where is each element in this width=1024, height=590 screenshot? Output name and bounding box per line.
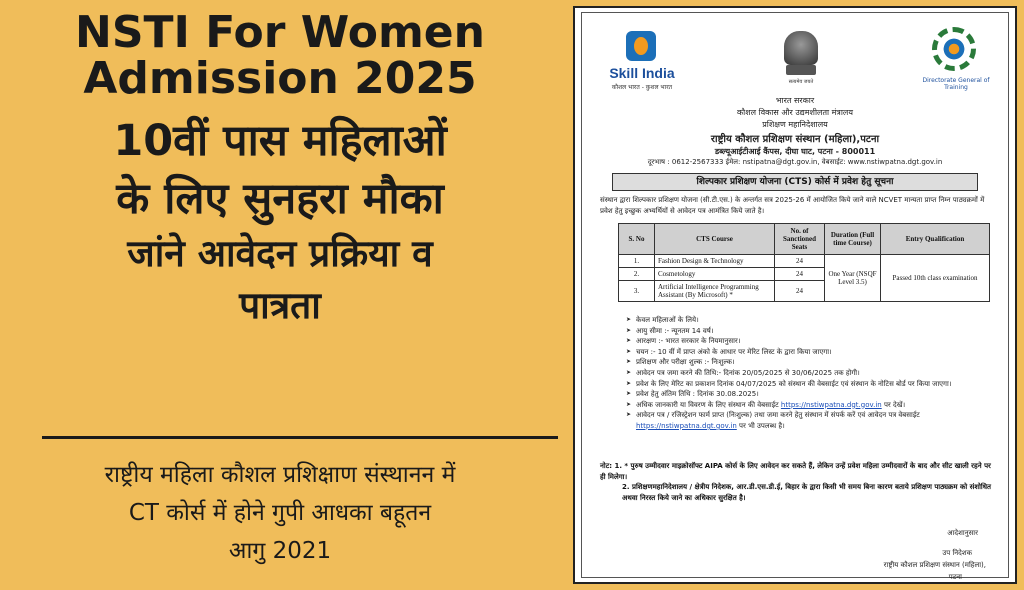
cell-course: Artificial Intelligence Programming Assistant (By Microsoft) * [655, 281, 775, 302]
note-2: 2. प्रशिक्षणमहानिदेशालय / क्षेत्रीय निदेशक, आर.डी.एस.डी.ई, बिहार के द्वारा किसी भी समय बिना कारण बताये प्रशिक्षण पाठ्यक्रम को संशोधित अथवा निरस्त किये जाने का अधिकार सुरक्षित है। [622, 483, 992, 502]
promo-footer [10, 456, 550, 570]
emblem-base [786, 65, 816, 75]
skill-india-logo [602, 31, 682, 91]
dgt-logo [918, 27, 994, 93]
promo-process-line2: पात्रता [239, 284, 321, 327]
emblem-caption: सत्यमेव जयते [788, 79, 814, 85]
column-header: Duration (Full time Course) [825, 224, 881, 255]
document-border [581, 12, 1009, 581]
cell-course: Fashion Design & Technology [655, 255, 775, 268]
notes-section [600, 461, 994, 503]
list-item-website [626, 400, 996, 411]
cell-seats: 24 [775, 281, 825, 302]
lion-capital-icon [784, 31, 818, 65]
cell-sno: 2. [619, 268, 655, 281]
table-row [619, 255, 990, 268]
signature-title: उप निदेशक [942, 549, 972, 557]
list-item: ➤ आरक्षण :- भारत सरकार के नियमानुसार। [626, 336, 996, 347]
promo-footer-line2: CT कोर्स में होने गुपी आधका बहूतन [128, 500, 432, 526]
list-item: ➤ प्रवेश के लिए मेरिट का प्रकाशन दिनांक 04/07/2025 को संस्थान की वेबसाईट एवं संस्थान के नोटिस बोर्ड पर किया जाएगा। [626, 379, 996, 390]
header-directorate: प्रशिक्षण महानिदेशालय [762, 120, 828, 129]
header-address: डब्ल्यूआईटीआई कैंपस, दीघा घाट, पटना - 800011 [714, 147, 876, 156]
skill-india-icon [626, 31, 656, 61]
cell-sno: 3. [619, 281, 655, 302]
promo-title-line2: Admission 2025 [83, 53, 477, 104]
promo-title [0, 7, 560, 104]
form-text-pre: आवेदन पत्र / रजिस्ट्रेशन फार्म प्राप्त (निःशुल्क) तथा जमा करने हेतु संस्थान में संपर्क करें एवं आवेदन पत्र वेबसाईट [636, 411, 920, 420]
signature-order: आदेशानुसार [947, 529, 978, 537]
promo-tagline-line1: 10वीं पास महिलाओं [113, 116, 447, 166]
list-item: ➤ प्रशिक्षण और परीक्षा शुल्क :- निःशुल्क। [626, 357, 996, 368]
list-item: ➤ आवेदन पत्र जमा करने की तिथि:- दिनांक 20/05/2025 से 30/06/2025 तक होगी। [626, 368, 996, 379]
course-table [618, 223, 990, 302]
promo-footer-line3: आगु 2021 [228, 538, 332, 564]
list-item: ➤ प्रवेश हेतु अंतिम तिथि : दिनांक 30.08.2025। [626, 389, 996, 400]
notice-banner: शिल्पकार प्रशिक्षण योजना (CTS) कोर्स में प्रवेश हेतु सूचना [612, 173, 978, 191]
signature-org: राष्ट्रीय कौशल प्रशिक्षण संस्थान (महिला), [883, 561, 986, 569]
note-1: नोट: 1. * पुरुष उम्मीदवार माइक्रोसॉफ्ट AIPA कोर्स के लिए आवेदन कर सकते हैं, लेकिन उन्हें प्रवेश महिला उम्मीदवारों के बाद और सीट खाली रहने पर ही मिलेगा। [600, 462, 991, 481]
list-item: ➤ आयु सीमा :- न्यूनतम 14 वर्ष। [626, 326, 996, 337]
header-government: भारत सरकार [775, 96, 815, 105]
form-text-post: पर भी उपलब्ध है। [736, 421, 785, 430]
cell-seats: 24 [775, 255, 825, 268]
dgt-label: Directorate General of Training [922, 77, 990, 91]
promo-process [0, 228, 560, 332]
column-header: S. No [619, 224, 655, 255]
promo-footer-line1: राष्ट्रीय महिला कौशल प्रशिक्षाण संस्थानन में [104, 462, 456, 488]
promo-tagline-line2: के लिए सुनहरा मौका [116, 174, 444, 224]
national-emblem [776, 25, 826, 91]
dgt-emblem-icon [942, 37, 966, 61]
header-ministry: कौशल विकास और उद्यमशीलता मंत्रालय [737, 108, 853, 117]
cell-sno: 1. [619, 255, 655, 268]
cell-course: Cosmetology [655, 268, 775, 281]
cell-seats: 24 [775, 268, 825, 281]
list-item-form [626, 410, 996, 431]
form-website-link[interactable]: https://nstiwpatna.dgt.gov.in [636, 421, 737, 430]
list-item: ➤ चयन :- 10 वीं में प्राप्त अंको के आधार पर मेरिट लिस्ट के द्वारा किया जाएगा। [626, 347, 996, 358]
signature-city: पटना [948, 573, 962, 581]
header-institute: राष्ट्रीय कौशल प्रशिक्षण संस्थान (महिला),पटना [710, 134, 880, 145]
promo-tagline [0, 112, 560, 228]
promo-divider [42, 436, 558, 439]
column-header: Entry Qualification [881, 224, 990, 255]
cell-duration: One Year (NSQF Level 3.5) [825, 255, 881, 302]
website-link[interactable]: https://nstiwpatna.dgt.gov.in [780, 400, 882, 409]
promo-title-line1: NSTI For Women [75, 7, 485, 58]
skill-india-title: Skill India [609, 65, 675, 81]
skill-india-tagline: कौशल भारत - कुशल भारत [611, 84, 673, 91]
promo-process-line1: जांने आवेदन प्रक्रिया व [127, 232, 433, 275]
list-item: ➤ केवल महिलाओं के लिये। [626, 315, 996, 326]
header-contact: दूरभाष : 0612-2567333 ईमेल: nstipatna@dgt.gov.in, वेबसाईट: www.nstiwpatna.dgt.gov.in [647, 158, 943, 166]
eligibility-list [626, 315, 996, 432]
table-header-row [619, 224, 990, 255]
notice-intro: संस्थान द्वारा शिल्पकार प्रशिक्षण योजना (सी.टी.एस.) के अन्तर्गत सत्र 2025-26 में आयोजित किये जाने वाले NCVET मान्यता प्राप्त निम्न पाठ्यक्रमों में प्रवेश हेतु इच्छुक अभ्यर्थियों से आवेदन पत्र आमंत्रित किये जाते है। [600, 196, 985, 215]
cell-qualification: Passed 10th class examination [881, 255, 990, 302]
column-header: No. of Sanctioned Seats [775, 224, 825, 255]
website-text-post: पर देखें। [881, 400, 906, 409]
column-header: CTS Course [655, 224, 775, 255]
admission-notice-document [573, 6, 1017, 584]
website-text-pre: अधिक जानकारी या विवरण के लिए संस्थान की वेबसाईट [636, 400, 781, 409]
